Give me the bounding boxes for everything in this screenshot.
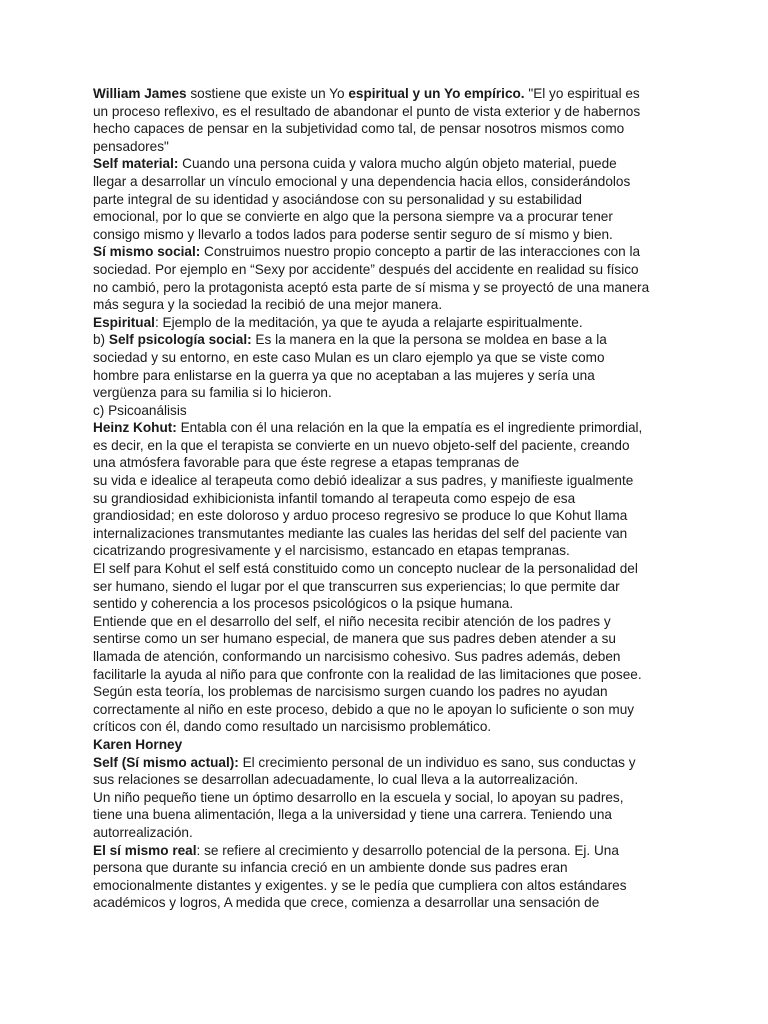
text-line xyxy=(93,261,683,279)
text-run: Entiende que en el desarrollo del self, el niño necesita recibir atención de los padres y xyxy=(93,613,611,629)
text-line xyxy=(93,296,683,314)
text-line xyxy=(93,578,683,596)
text-line xyxy=(93,243,683,261)
text-line xyxy=(93,367,683,385)
text-run: hecho capaces de pensar en la subjetividad como tal, de pensar nosotros mismos como xyxy=(93,121,625,137)
text-line xyxy=(93,560,683,578)
text-line xyxy=(93,824,683,842)
text-line xyxy=(93,454,683,472)
text-run: llamada de atención, conformando un narcisismo cohesivo. Sus padres además, deben xyxy=(93,649,621,664)
text-line xyxy=(93,666,683,684)
text-run: emocionalmente distantes y exigentes. y se le pedía que cumpliera con altos estándares xyxy=(93,877,627,893)
text-run: sociedad. Por ejemplo en “Sexy por accidente” después del accidente en realidad su físico xyxy=(93,261,639,277)
text-line xyxy=(93,173,683,191)
text-run: críticos con él, dando como resultado un narcisismo problemático. xyxy=(93,719,492,735)
text-line xyxy=(93,331,683,349)
text-line xyxy=(93,525,683,543)
text-run: parte integral de su identidad y asociándose con su personalidad y su estabilidad xyxy=(93,191,582,207)
text-line xyxy=(93,842,683,860)
text-line xyxy=(93,683,683,701)
text-line xyxy=(93,138,683,156)
text-run: sus relaciones se desarrollan adecuadamente, lo cual lleva a la autorrealización. xyxy=(93,772,579,788)
text-line xyxy=(93,226,683,244)
text-line xyxy=(93,754,683,772)
text-run: correctamente al niño en este proceso, debido a que no le apoyan lo suficiente o son muy xyxy=(93,701,635,717)
bold-text-run: espiritual y un Yo empírico. xyxy=(348,86,525,101)
text-line xyxy=(93,648,683,666)
text-run: internalizaciones transmutantes mediante las cuales las heridas del self del paciente van xyxy=(93,525,628,541)
text-line xyxy=(93,859,683,877)
text-run: Construimos nuestro propio concepto a partir de las interacciones con la xyxy=(200,244,641,260)
text-line xyxy=(93,472,683,490)
text-run: es decir, en la que el terapista se convierte en un nuevo objeto-self del paciente, creando xyxy=(93,437,630,453)
text-run: académicos y logros, A medida que crece, comienza a desarrollar una sensación de xyxy=(93,895,600,911)
bold-text-run: Self (Sí mismo actual): xyxy=(93,754,239,770)
text-line xyxy=(93,103,683,121)
text-line xyxy=(93,208,683,226)
bold-text-run: Sí mismo social: xyxy=(93,244,201,260)
text-run: tiene una buena alimentación, llega a la universidad y tiene una carrera. Teniendo una xyxy=(93,807,612,823)
text-line xyxy=(93,191,683,209)
text-run: facilitarle la ayuda al niño para que confronte con la realidad de las limitaciones que posee. xyxy=(93,666,642,682)
bold-text-run: Espiritual xyxy=(93,314,155,330)
bold-text-run: Karen Horney xyxy=(93,736,183,752)
text-line xyxy=(93,630,683,648)
text-line xyxy=(93,507,683,525)
text-run: pensadores" xyxy=(93,138,169,154)
text-run: consigo mismo y llevarlo a todos lados para poderse sentir seguro de sí mismo y bien. xyxy=(93,226,613,242)
bold-text-run: William James xyxy=(93,86,187,101)
text-run: sentirse como un ser humano especial, de manera que sus padres deben atender a su xyxy=(93,631,616,647)
text-run: vergüenza para su familia si lo hicieron. xyxy=(93,385,332,401)
text-run: Es la manera en la que la persona se moldea en base a la xyxy=(251,332,607,348)
text-line xyxy=(93,595,683,613)
text-run: Un niño pequeño tiene un óptimo desarrollo en la escuela y social, lo apoyan su padres, xyxy=(93,789,624,805)
bold-text-run: Self psicología social: xyxy=(108,332,252,348)
text-run: Entabla con él una relación en la que la empatía es el ingrediente primordial, xyxy=(176,420,643,436)
text-line xyxy=(93,490,683,508)
text-run: sentido y coherencia a los procesos psicológicos o la psique humana. xyxy=(93,596,514,612)
text-run: : Ejemplo de la meditación, ya que te ayuda a relajarte espiritualmente. xyxy=(154,314,583,330)
text-run: su grandiosidad exhibicionista infantil tomando al terapeuta como espejo de esa xyxy=(93,490,576,506)
text-run: autorrealización. xyxy=(93,824,193,840)
text-line xyxy=(93,402,683,420)
text-line xyxy=(93,771,683,789)
text-run: El crecimiento personal de un individuo es sano, sus conductas y xyxy=(238,754,636,770)
text-run: no cambió, pero la protagonista aceptó esta parte de sí misma y se proyectó de una manera xyxy=(93,279,650,295)
text-line xyxy=(93,419,683,437)
text-line xyxy=(93,349,683,367)
text-line xyxy=(93,736,683,754)
text-run: persona que durante su infancia creció en un ambiente donde sus padres eran xyxy=(93,860,568,876)
text-run: más segura y la sociedad la recibió de una mejor manera. xyxy=(93,297,443,313)
text-run: cicatrizando progresivamente y el narcisismo, estancado en etapas tempranas. xyxy=(93,543,570,559)
bold-text-run: Heinz Kohut: xyxy=(93,420,177,436)
text-line xyxy=(93,437,683,455)
text-run: Según esta teoría, los problemas de narcisismo surgen cuando los padres no ayudan xyxy=(93,684,608,700)
text-run: Cuando una persona cuida y valora mucho algún objeto material, puede xyxy=(178,156,617,172)
text-line xyxy=(93,85,683,103)
text-run: sostiene que existe un Yo xyxy=(186,86,349,101)
text-run: su vida e idealice al terapeuta como debió idealizar a sus padres, y manifieste igualmente xyxy=(93,473,634,489)
text-line xyxy=(93,894,683,912)
text-run: "El yo espiritual es xyxy=(524,86,640,101)
text-line xyxy=(93,542,683,560)
text-line xyxy=(93,120,683,138)
text-line xyxy=(93,877,683,895)
text-line xyxy=(93,155,683,173)
document-page xyxy=(93,85,683,912)
bold-text-run: El sí mismo real xyxy=(93,842,197,858)
text-line xyxy=(93,789,683,807)
text-run: b) xyxy=(93,332,109,348)
text-run: : se refiere al crecimiento y desarrollo potencial de la persona. Ej. Una xyxy=(196,842,619,858)
text-run: c) Psicoanálisis xyxy=(93,402,187,418)
text-line xyxy=(93,314,683,332)
text-line xyxy=(93,279,683,297)
text-run: El self para Kohut el self está constituido como un concepto nuclear de la personalidad del xyxy=(93,561,638,577)
text-line xyxy=(93,613,683,631)
text-run: hombre para enlistarse en la guerra ya que no aceptaban a las mujeres y sería una xyxy=(93,367,595,383)
bold-text-run: Self material: xyxy=(93,156,179,172)
text-run: sociedad y su entorno, en este caso Mulan es un claro ejemplo ya que se viste como xyxy=(93,349,605,365)
text-run: emocional, por lo que se convierte en algo que la persona siempre va a procurar tener xyxy=(93,209,613,225)
text-line xyxy=(93,718,683,736)
text-run: llegar a desarrollar un vínculo emocional y una dependencia hacia ellos, considerándolos xyxy=(93,173,631,189)
text-run: grandiosidad; en este doloroso y arduo proceso regresivo se produce lo que Kohut llama xyxy=(93,508,628,524)
text-run: ser humano, siendo el lugar por el que transcurren sus experiencias; lo que permite dar xyxy=(93,578,620,594)
text-run: una atmósfera favorable para que éste regrese a etapas tempranas de xyxy=(93,455,520,471)
text-run: un proceso reflexivo, es el resultado de abandonar el punto de vista exterior y de habernos xyxy=(93,103,641,119)
text-line xyxy=(93,806,683,824)
text-line xyxy=(93,701,683,719)
text-line xyxy=(93,384,683,402)
